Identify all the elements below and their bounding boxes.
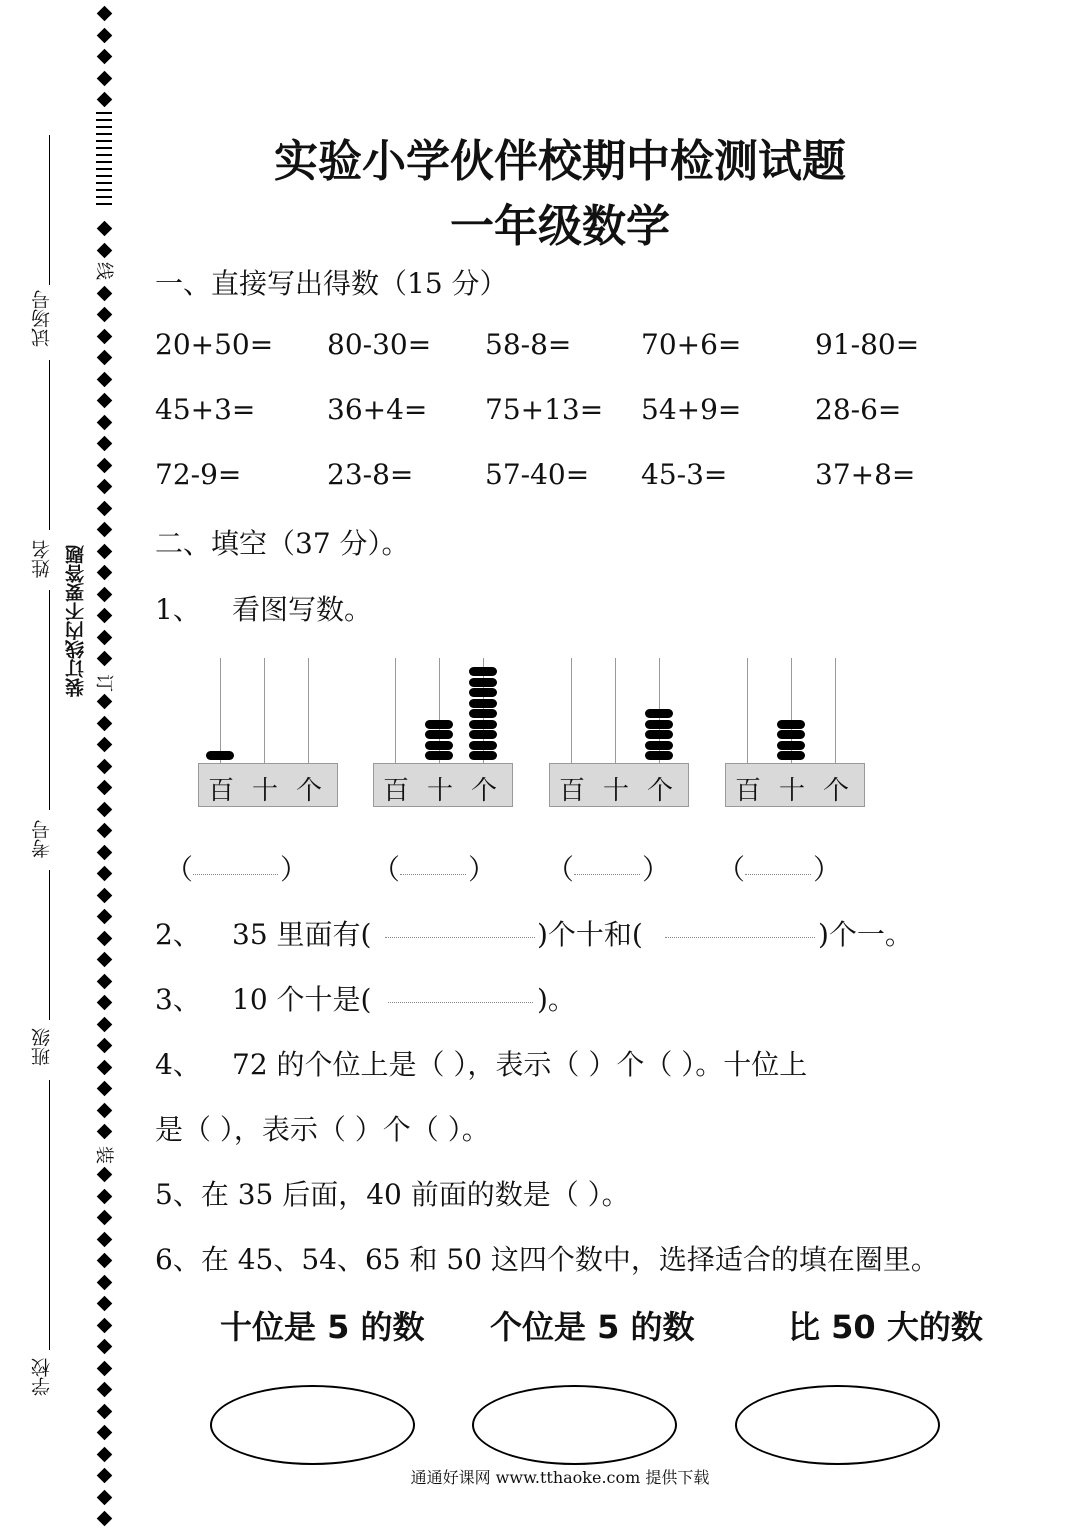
abacus-place-label: 百 [735,776,762,806]
page-title: 实验小学伙伴校期中检测试题 [274,136,846,187]
abacus-base [373,763,513,807]
q3-number: 3、 [155,983,201,1016]
binding-diamond [97,27,113,43]
abacus-bead [469,667,497,676]
binding-char-line: 线 [93,262,114,280]
calc-problem: 57-40= [485,458,590,491]
abacus-bead [777,751,805,760]
binding-diamond [97,285,113,301]
calc-problem: 70+6= [641,328,742,361]
binding-diamond [97,49,113,65]
binding-line [49,360,50,530]
binding-diamond [97,758,113,774]
q1-answer-close-paren: ） [642,853,671,886]
binding-diamond [97,586,113,602]
abacus-bead [469,741,497,750]
binding-diamond [97,393,113,409]
q3-text-b: )。 [537,983,576,1016]
calc-problem: 58-8= [485,328,572,361]
abacus-bead [777,741,805,750]
q1-answer-blank[interactable] [745,874,811,875]
binding-notice: 装订线内不要答题 [65,545,87,697]
binding-diamond [97,1511,113,1527]
abacus-place-label: 个 [296,776,323,806]
abacus-place-label: 个 [823,776,850,806]
binding-diamond [97,715,113,731]
abacus-bead [469,688,497,697]
calc-problem: 72-9= [155,458,242,491]
q1-answer-blank[interactable] [574,874,640,875]
class-label: 班级 [31,1028,53,1066]
exam-room-label: 试场号 [31,290,53,347]
q6-category-ones-five: 个位是 5 的数 [490,1308,695,1346]
binding-diamond [97,844,113,860]
q2-text-c: )个一。 [818,918,913,951]
abacus-bead [645,741,673,750]
binding-diamond [97,1210,113,1226]
binding-diamond [97,565,113,581]
abacus-bead [469,699,497,708]
abacus-bead [645,709,673,718]
abacus-place-label: 十 [252,776,279,806]
binding-diamond [97,694,113,710]
binding-diamond [97,1231,113,1247]
binding-diamond [97,1081,113,1097]
abacus-rod [395,658,396,763]
calc-problem: 45+3= [155,393,256,426]
abacus-rod [571,658,572,763]
abacus-base [198,763,338,807]
name-label: 姓名 [31,540,53,578]
calc-problem: 23-8= [327,458,414,491]
binding-diamond [97,608,113,624]
q4-line2: 是（ ），表示（ ）个（ ）。 [155,1113,490,1146]
abacus-bead [425,730,453,739]
binding-diamond [97,371,113,387]
binding-diamond [97,995,113,1011]
abacus-rod [615,658,616,763]
q6-answer-oval-3[interactable] [735,1385,940,1465]
binding-diamond [97,70,113,86]
abacus-bead [425,751,453,760]
binding-diamond [97,479,113,495]
binding-diamond [97,1317,113,1333]
q4-number: 4、 [155,1048,201,1081]
binding-diamond [97,1446,113,1462]
q1-text: 看图写数。 [232,593,373,626]
binding-diamond [97,1124,113,1140]
abacus-bead [469,709,497,718]
abacus-rod [308,658,309,763]
calc-problem: 45-3= [641,458,728,491]
q1-number: 1、 [155,593,201,626]
binding-diamond [97,866,113,882]
binding-diamond [97,629,113,645]
binding-diamond [97,92,113,108]
calc-problem: 20+50= [155,328,274,361]
q1-answer-open-paren: （ [372,853,401,886]
abacus-place-label: 十 [427,776,454,806]
binding-diamond [97,1059,113,1075]
abacus-place-label: 个 [471,776,498,806]
binding-char-pack: 装 [93,1146,114,1164]
binding-diamond [97,1339,113,1355]
abacus-place-label: 个 [647,776,674,806]
abacus-rod [835,658,836,763]
q1-answer-open-paren: （ [165,853,194,886]
binding-diamond [97,1425,113,1441]
calc-problem: 54+9= [641,393,742,426]
abacus-rod [264,658,265,763]
binding-diamond [97,909,113,925]
abacus-bead [645,751,673,760]
binding-diamond [97,1274,113,1290]
calc-problem: 37+8= [815,458,916,491]
footer-credit: 通通好课网 www.tthaoke.com 提供下载 [410,1468,710,1487]
section2-heading: 二、填空（37 分）。 [155,527,410,560]
q6-category-tens-five: 十位是 5 的数 [220,1308,425,1346]
abacus-bead [645,730,673,739]
abacus-base [549,763,689,807]
binding-diamond [97,780,113,796]
q3-blank[interactable] [388,1002,533,1003]
q1-answer-close-paren: ） [813,853,842,886]
abacus-bead [469,720,497,729]
abacus-place-label: 十 [779,776,806,806]
binding-diamond [97,1188,113,1204]
abacus-bead [469,751,497,760]
binding-diamond [97,823,113,839]
abacus-place-label: 百 [559,776,586,806]
calc-problem: 36+4= [327,393,428,426]
abacus-bead [206,751,234,760]
calc-problem: 80-30= [327,328,432,361]
q1-answer-open-paren: （ [546,853,575,886]
binding-line [49,870,50,1020]
abacus-place-label: 百 [208,776,235,806]
q2-text-a: 35 里面有( [232,918,372,951]
abacus-bead [777,720,805,729]
binding-diamond [97,1167,113,1183]
binding-diamond [97,1382,113,1398]
binding-diamond [97,1403,113,1419]
q6-answer-oval-1[interactable] [210,1385,415,1465]
abacus-base [725,763,865,807]
binding-diamond [97,307,113,323]
binding-diamond [97,1489,113,1505]
calc-problem: 91-80= [815,328,920,361]
binding-diamond [97,651,113,667]
binding-diamond [97,1102,113,1118]
q2-number: 2、 [155,918,201,951]
binding-diamond [97,350,113,366]
q6-text: 6、在 45、54、65 和 50 这四个数中，选择适合的填在圈里。 [155,1243,939,1276]
section1-heading: 一、直接写出得数（15 分） [155,267,508,300]
q4-line1: 72 的个位上是（ ），表示（ ）个（ ）。十位上 [232,1048,808,1081]
abacus-place-label: 百 [383,776,410,806]
exam-number-label: 考号 [31,820,53,858]
abacus-bead [425,720,453,729]
binding-char-bind: 订 [93,674,114,692]
binding-diamond [97,1016,113,1032]
q1-answer-blank[interactable] [400,874,466,875]
abacus-rod [747,658,748,763]
binding-diamond [97,457,113,473]
calc-problem: 28-6= [815,393,902,426]
calc-problem: 75+13= [485,393,604,426]
binding-diamond [97,930,113,946]
binding-diamond [97,737,113,753]
q6-category-greater-fifty: 比 50 大的数 [788,1308,983,1346]
binding-diamond [97,1038,113,1054]
q5-text: 5、在 35 后面，40 前面的数是（ ）。 [155,1178,630,1211]
binding-diamond [97,952,113,968]
abacus-bead [777,730,805,739]
page-subtitle: 一年级数学 [450,201,670,252]
abacus-bead [425,741,453,750]
binding-diamond [97,328,113,344]
q2-blank-tens[interactable] [385,937,535,938]
binding-diamond [97,1253,113,1269]
q6-answer-oval-2[interactable] [472,1385,677,1465]
binding-diamond [97,973,113,989]
abacus-bead [469,678,497,687]
abacus-bead [469,730,497,739]
binding-diamond [97,1360,113,1376]
abacus-rod [220,658,221,763]
q1-answer-open-paren: （ [717,853,746,886]
school-label: 学校 [31,1358,53,1396]
binding-line [49,590,50,810]
binding-diamond [97,436,113,452]
q3-text-a: 10 个十是( [232,983,372,1016]
binding-diamond [97,522,113,538]
binding-diamond [97,1296,113,1312]
q1-answer-close-paren: ） [468,853,497,886]
binding-line [49,1080,50,1350]
binding-diamond [97,543,113,559]
q1-answer-close-paren: ） [280,853,309,886]
binding-diamond [97,887,113,903]
binding-diamond [97,500,113,516]
q2-text-b: )个十和( [537,918,643,951]
binding-diamond [97,414,113,430]
abacus-place-label: 十 [603,776,630,806]
abacus-bead [645,720,673,729]
q1-answer-blank[interactable] [193,874,278,875]
binding-diamond [97,801,113,817]
q2-blank-ones[interactable] [665,937,815,938]
binding-diamond [97,6,113,22]
